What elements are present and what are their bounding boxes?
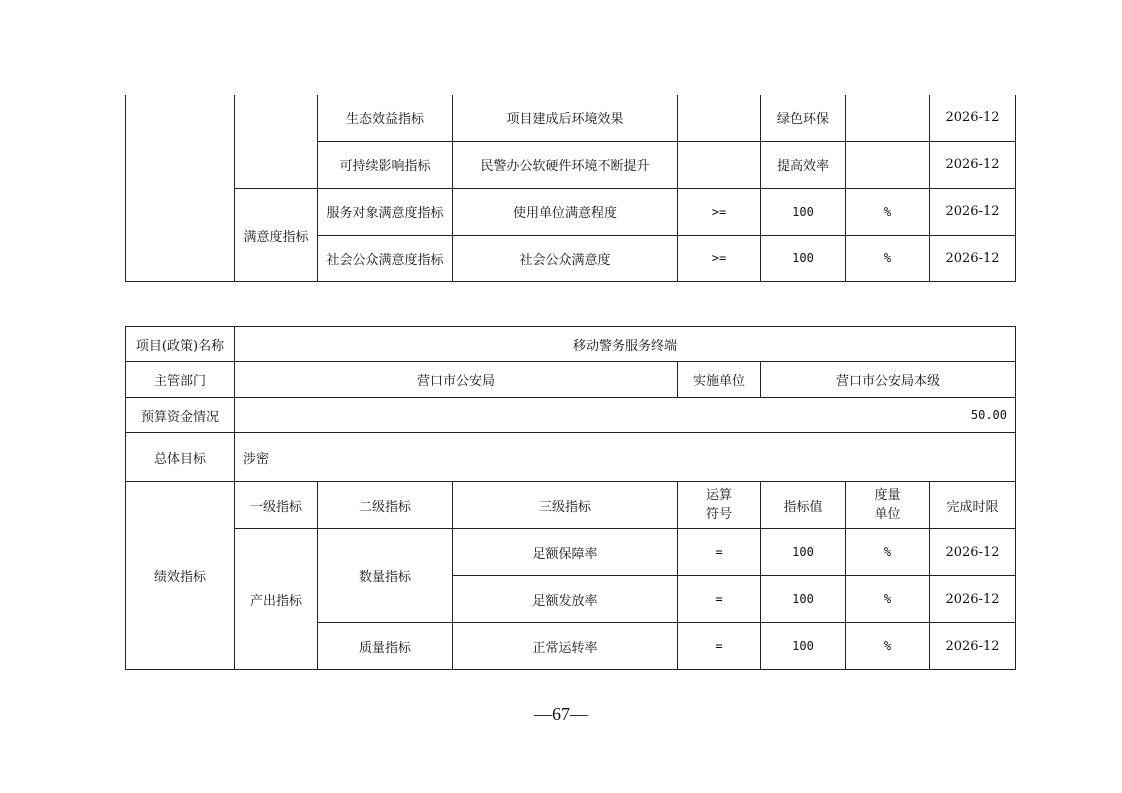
dept-label: 主管部门 — [126, 362, 235, 398]
level2-cell: 社会公众满意度指标 — [318, 235, 453, 281]
unit-cell — [846, 95, 930, 141]
header-operator — [678, 482, 761, 529]
operator-cell: = — [678, 576, 761, 623]
level2-cell: 质量指标 — [318, 623, 453, 670]
deadline-cell: 2026-12 — [930, 235, 1016, 281]
header-level3: 三级指标 — [453, 482, 678, 529]
impl-value: 营口市公安局本级 — [761, 362, 1016, 398]
value-cell: 提高效率 — [761, 141, 846, 188]
dept-value: 营口市公安局 — [235, 362, 678, 398]
table-row — [126, 188, 1016, 235]
operator-cell: = — [678, 623, 761, 670]
page-number: —67— — [534, 704, 588, 724]
deadline-cell: 2026-12 — [930, 623, 1016, 670]
level3-cell: 民警办公软硬件环境不断提升 — [453, 141, 678, 188]
table-row — [126, 529, 1016, 576]
value-cell: 绿色环保 — [761, 95, 846, 141]
operator-cell: >= — [678, 188, 761, 235]
budget-label: 预算资金情况 — [126, 398, 235, 433]
table-row — [126, 398, 1016, 433]
operator-cell: = — [678, 529, 761, 576]
header-unit — [846, 482, 930, 529]
deadline-cell: 2026-12 — [930, 141, 1016, 188]
unit-cell: % — [846, 188, 930, 235]
table-row — [126, 327, 1016, 362]
value-cell: 100 — [761, 576, 846, 623]
budget-value: 50.00 — [235, 398, 1016, 433]
header-deadline: 完成时限 — [930, 482, 1016, 529]
level3-cell: 足额发放率 — [453, 576, 678, 623]
deadline-cell: 2026-12 — [930, 529, 1016, 576]
unit-cell — [846, 141, 930, 188]
level3-cell: 使用单位满意程度 — [453, 188, 678, 235]
table-row — [126, 362, 1016, 398]
level2-cell: 生态效益指标 — [318, 95, 453, 141]
level3-cell: 社会公众满意度 — [453, 235, 678, 281]
deadline-cell: 2026-12 — [930, 576, 1016, 623]
unit-cell: % — [846, 576, 930, 623]
unit-cell: % — [846, 235, 930, 281]
indicator-table-continued — [125, 95, 1016, 282]
header-level1: 一级指标 — [235, 482, 318, 529]
project-table — [125, 326, 1016, 670]
unit-cell: % — [846, 623, 930, 670]
level3-cell: 项目建成后环境效果 — [453, 95, 678, 141]
goal-value: 涉密 — [235, 433, 1016, 482]
deadline-cell: 2026-12 — [930, 95, 1016, 141]
project-name-label: 项目(政策)名称 — [126, 327, 235, 362]
header-row — [126, 482, 1016, 529]
header-value: 指标值 — [761, 482, 846, 529]
header-operator-line1: 运算 — [705, 487, 732, 503]
project-name: 移动警务服务终端 — [235, 327, 1016, 362]
level2-cell: 服务对象满意度指标 — [318, 188, 453, 235]
goal-label: 总体目标 — [126, 433, 235, 482]
operator-cell: >= — [678, 235, 761, 281]
table-row — [126, 95, 1016, 141]
table-row — [126, 433, 1016, 482]
deadline-cell: 2026-12 — [930, 188, 1016, 235]
operator-cell — [678, 95, 761, 141]
header-operator-line2: 符号 — [705, 507, 732, 522]
impl-label: 实施单位 — [678, 362, 761, 398]
level3-cell: 足额保障率 — [453, 529, 678, 576]
value-cell: 100 — [761, 529, 846, 576]
level1-cell: 产出指标 — [235, 529, 318, 670]
level3-cell: 正常运转率 — [453, 623, 678, 670]
empty-cell — [235, 95, 318, 188]
empty-cell — [126, 95, 235, 281]
level1-cell: 满意度指标 — [235, 188, 318, 281]
header-unit-line2: 单位 — [874, 507, 901, 522]
level2-cell: 数量指标 — [318, 529, 453, 623]
header-level2: 二级指标 — [318, 482, 453, 529]
unit-cell: % — [846, 529, 930, 576]
header-unit-line1: 度量 — [874, 487, 901, 503]
level2-cell: 可持续影响指标 — [318, 141, 453, 188]
perf-label: 绩效指标 — [126, 482, 235, 670]
value-cell: 100 — [761, 188, 846, 235]
value-cell: 100 — [761, 623, 846, 670]
operator-cell — [678, 141, 761, 188]
value-cell: 100 — [761, 235, 846, 281]
